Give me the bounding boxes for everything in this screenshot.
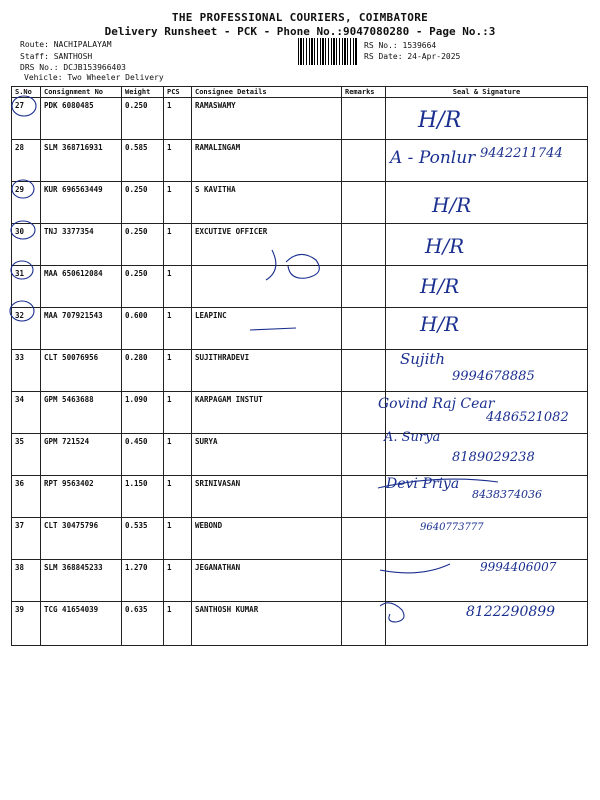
sig-33-name: Sujith xyxy=(400,350,446,368)
row-signature xyxy=(386,308,588,350)
row-consignment-no: SLM 368716931 xyxy=(41,140,122,182)
row-consignment-no: MAA 707921543 xyxy=(41,308,122,350)
table-row xyxy=(12,140,588,182)
row-remarks xyxy=(342,350,386,392)
row-signature xyxy=(386,98,588,140)
row-sno: 34 xyxy=(12,392,41,434)
row-signature xyxy=(386,350,588,392)
row-remarks xyxy=(342,518,386,560)
row-consignment-no: CLT 50076956 xyxy=(41,350,122,392)
row-weight: 0.585 xyxy=(122,140,164,182)
sig-36-phone: 8438374036 xyxy=(472,488,542,501)
row-consignment-no: SLM 368845233 xyxy=(41,560,122,602)
row-consignee: EXCUTIVE OFFICER xyxy=(192,224,342,266)
row-remarks xyxy=(342,476,386,518)
runsheet-subtitle: Delivery Runsheet - PCK - Phone No.:9047080280 - Page No.:3 xyxy=(104,25,496,38)
row-signature xyxy=(386,224,588,266)
row-remarks xyxy=(342,434,386,476)
row-signature xyxy=(386,560,588,602)
sig-38-phone: 9994406007 xyxy=(480,560,557,574)
row-consignment-no: TCG 41654039 xyxy=(41,602,122,646)
row-signature xyxy=(386,602,588,646)
table-row xyxy=(12,308,588,350)
row-consignee: SUJITHRADEVI xyxy=(192,350,342,392)
row-signature xyxy=(386,518,588,560)
rs-date: RS Date: 24-Apr-2025 xyxy=(364,52,461,61)
row-consignee: S KAVITHA xyxy=(192,182,342,224)
table-row xyxy=(12,434,588,476)
row-sno: 37 xyxy=(12,518,41,560)
row-sno: 36 xyxy=(12,476,41,518)
row-sno: 30 xyxy=(12,224,41,266)
table-row xyxy=(12,602,588,646)
row-consignment-no: GPM 5463688 xyxy=(41,392,122,434)
col-header-consignee: Consignee Details xyxy=(192,87,342,98)
row-sno: 38 xyxy=(12,560,41,602)
table-row xyxy=(12,476,588,518)
sig-35-name: A. Surya xyxy=(384,430,441,445)
row-pcs: 1 xyxy=(164,98,192,140)
staff-label: Staff: SANTHOSH xyxy=(20,52,93,61)
row-weight: 1.270 xyxy=(122,560,164,602)
sig-33-phone: 9994678885 xyxy=(452,369,535,384)
row-weight: 0.280 xyxy=(122,350,164,392)
row-weight: 0.250 xyxy=(122,182,164,224)
table-row xyxy=(12,518,588,560)
row-pcs: 1 xyxy=(164,350,192,392)
row-sno: 32 xyxy=(12,308,41,350)
row-consignee xyxy=(192,266,342,308)
row-consignee: SRINIVASAN xyxy=(192,476,342,518)
row-signature xyxy=(386,182,588,224)
row-remarks xyxy=(342,98,386,140)
row-consignment-no: GPM 721524 xyxy=(41,434,122,476)
row-signature xyxy=(386,434,588,476)
row-consignee: RAMALINGAM xyxy=(192,140,342,182)
table-header-row xyxy=(12,87,588,98)
row-pcs: 1 xyxy=(164,266,192,308)
table-row xyxy=(12,98,588,140)
row-consignee: LEAPINC xyxy=(192,308,342,350)
runsheet-table xyxy=(11,86,588,646)
drs-number: DRS No.: DCJB153966403 xyxy=(20,63,126,72)
row-pcs: 1 xyxy=(164,602,192,646)
row-weight: 0.635 xyxy=(122,602,164,646)
row-pcs: 1 xyxy=(164,224,192,266)
sig-28-phone: 9442211744 xyxy=(480,146,563,161)
row-signature xyxy=(386,266,588,308)
row-consignee: SURYA xyxy=(192,434,342,476)
sig-35-phone: 8189029238 xyxy=(452,450,535,465)
route-label: Route: NACHIPALAYAM xyxy=(20,40,112,49)
row-consignee: WEBOND xyxy=(192,518,342,560)
row-weight: 0.600 xyxy=(122,308,164,350)
row-consignment-no: PDK 6080485 xyxy=(41,98,122,140)
row-remarks xyxy=(342,182,386,224)
row-remarks xyxy=(342,224,386,266)
row-signature xyxy=(386,476,588,518)
row-pcs: 1 xyxy=(164,434,192,476)
sig-27: H/R xyxy=(418,108,462,133)
row-weight: 1.150 xyxy=(122,476,164,518)
row-pcs: 1 xyxy=(164,140,192,182)
row-pcs: 1 xyxy=(164,308,192,350)
row-signature xyxy=(386,392,588,434)
row-consignment-no: TNJ 3377354 xyxy=(41,224,122,266)
sig-32: H/R xyxy=(420,312,460,336)
row-sno: 39 xyxy=(12,602,41,646)
row-weight: 0.450 xyxy=(122,434,164,476)
row-consignment-no: KUR 696563449 xyxy=(41,182,122,224)
table-row xyxy=(12,350,588,392)
sig-31: H/R xyxy=(420,274,460,298)
row-weight: 0.250 xyxy=(122,98,164,140)
row-pcs: 1 xyxy=(164,518,192,560)
sig-39-phone: 8122290899 xyxy=(466,604,556,620)
col-header-signature: Seal & Signature xyxy=(386,87,588,98)
sig-34-phone: 4486521082 xyxy=(486,410,569,425)
table-row xyxy=(12,266,588,308)
sig-28-name: A - Ponlur xyxy=(390,148,476,168)
row-weight: 0.250 xyxy=(122,266,164,308)
row-remarks xyxy=(342,266,386,308)
row-remarks xyxy=(342,560,386,602)
table-row xyxy=(12,224,588,266)
row-sno: 28 xyxy=(12,140,41,182)
sig-37-phone: 9640773777 xyxy=(420,522,484,533)
row-consignee: RAMASWAMY xyxy=(192,98,342,140)
row-remarks xyxy=(342,140,386,182)
row-weight: 0.535 xyxy=(122,518,164,560)
row-weight: 0.250 xyxy=(122,224,164,266)
sig-29: H/R xyxy=(432,193,472,217)
sig-30: H/R xyxy=(425,234,465,258)
row-sno: 31 xyxy=(12,266,41,308)
table-row xyxy=(12,182,588,224)
row-pcs: 1 xyxy=(164,560,192,602)
sig-36-name: Devi Priya xyxy=(386,476,460,492)
row-sno: 33 xyxy=(12,350,41,392)
row-sno: 29 xyxy=(12,182,41,224)
row-consignment-no: MAA 650612084 xyxy=(41,266,122,308)
row-sno: 35 xyxy=(12,434,41,476)
row-consignment-no: CLT 30475796 xyxy=(41,518,122,560)
row-consignee: JEGANATHAN xyxy=(192,560,342,602)
row-consignment-no: RPT 9563402 xyxy=(41,476,122,518)
table-row xyxy=(12,560,588,602)
company-title: THE PROFESSIONAL COURIERS, COIMBATORE xyxy=(171,11,429,24)
col-header-pcs: PCS xyxy=(164,87,192,98)
row-pcs: 1 xyxy=(164,392,192,434)
row-remarks xyxy=(342,392,386,434)
row-consignee: KARPAGAM INSTUT xyxy=(192,392,342,434)
sig-34-name: Govind Raj Cear xyxy=(378,396,495,412)
col-header-remarks: Remarks xyxy=(342,87,386,98)
col-header-weight: Weight xyxy=(122,87,164,98)
row-pcs: 1 xyxy=(164,476,192,518)
vehicle-label: Vehicle: Two Wheeler Delivery xyxy=(24,73,164,82)
table-row xyxy=(12,392,588,434)
row-remarks xyxy=(342,602,386,646)
row-remarks xyxy=(342,308,386,350)
rs-number: RS No.: 1539664 xyxy=(364,41,437,50)
row-signature xyxy=(386,140,588,182)
row-sno: 27 xyxy=(12,98,41,140)
col-header-consignment: Consignment No xyxy=(41,87,122,98)
barcode xyxy=(298,38,358,65)
col-header-sno: S.No xyxy=(12,87,41,98)
row-weight: 1.090 xyxy=(122,392,164,434)
row-consignee: SANTHOSH KUMAR xyxy=(192,602,342,646)
row-pcs: 1 xyxy=(164,182,192,224)
